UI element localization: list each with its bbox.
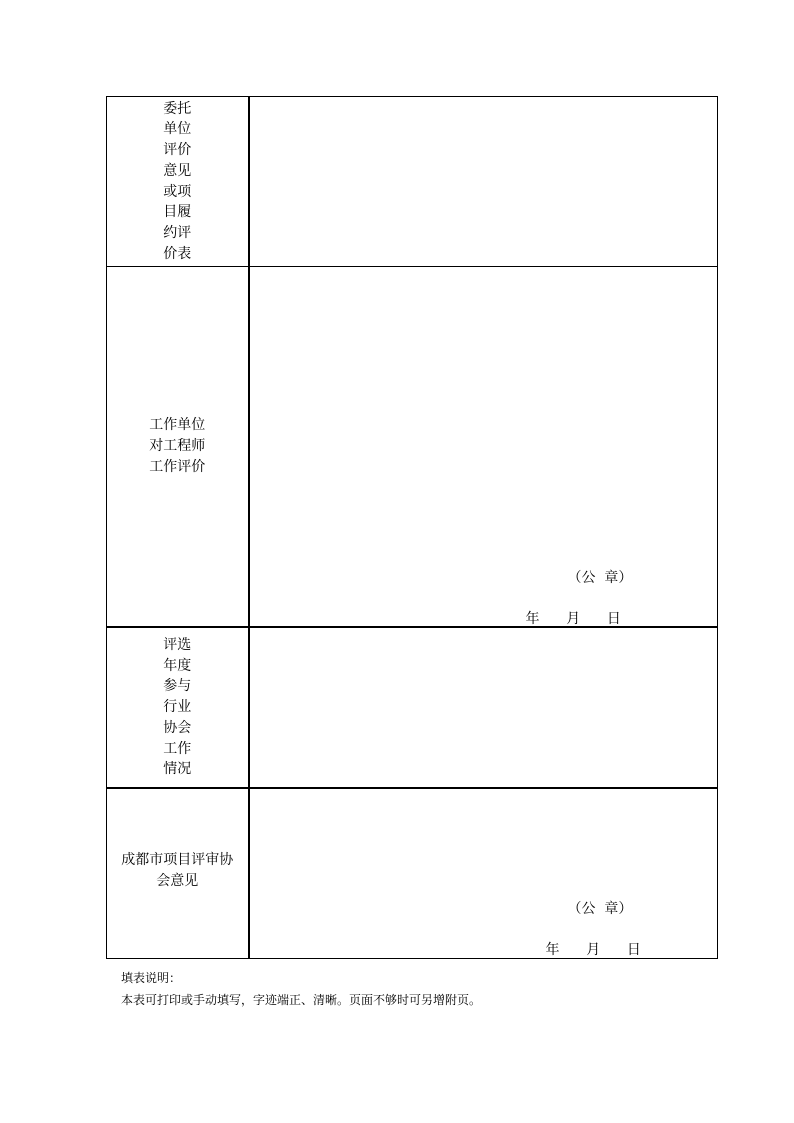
date-placeholder: 年 月 日	[545, 942, 641, 958]
employer-evaluation-field[interactable]	[249, 267, 718, 628]
label-cell	[107, 267, 249, 628]
row-label-employer-evaluation: 工作单位对工程师工作评价	[149, 417, 206, 475]
seal-placeholder: （公 章）	[567, 901, 633, 917]
notes-title: 填表说明：	[121, 971, 182, 985]
label-cell	[107, 788, 249, 959]
seal-placeholder: （公 章）	[567, 570, 633, 586]
row-label-association-opinion: 成都市项目评审协会意见	[121, 852, 234, 889]
date-placeholder: 年 月 日	[525, 611, 621, 627]
row-association-work	[107, 627, 718, 788]
row-label-client-evaluation: 委托单位评价意见或项目履约评价表	[163, 100, 192, 262]
label-cell	[107, 627, 249, 788]
association-opinion-field[interactable]	[249, 788, 718, 959]
row-label-association-work: 评选年度参与行业协会工作情况	[163, 637, 192, 778]
notes-text: 本表可打印或手动填写，字迹端正、清晰。页面不够时可另增附页。	[121, 993, 482, 1007]
row-association-opinion	[107, 788, 718, 959]
row-client-evaluation	[107, 97, 718, 267]
form-table	[106, 96, 718, 959]
label-cell	[107, 97, 249, 267]
association-work-field[interactable]	[249, 627, 718, 788]
client-evaluation-field[interactable]	[249, 97, 718, 267]
row-employer-evaluation	[107, 267, 718, 628]
